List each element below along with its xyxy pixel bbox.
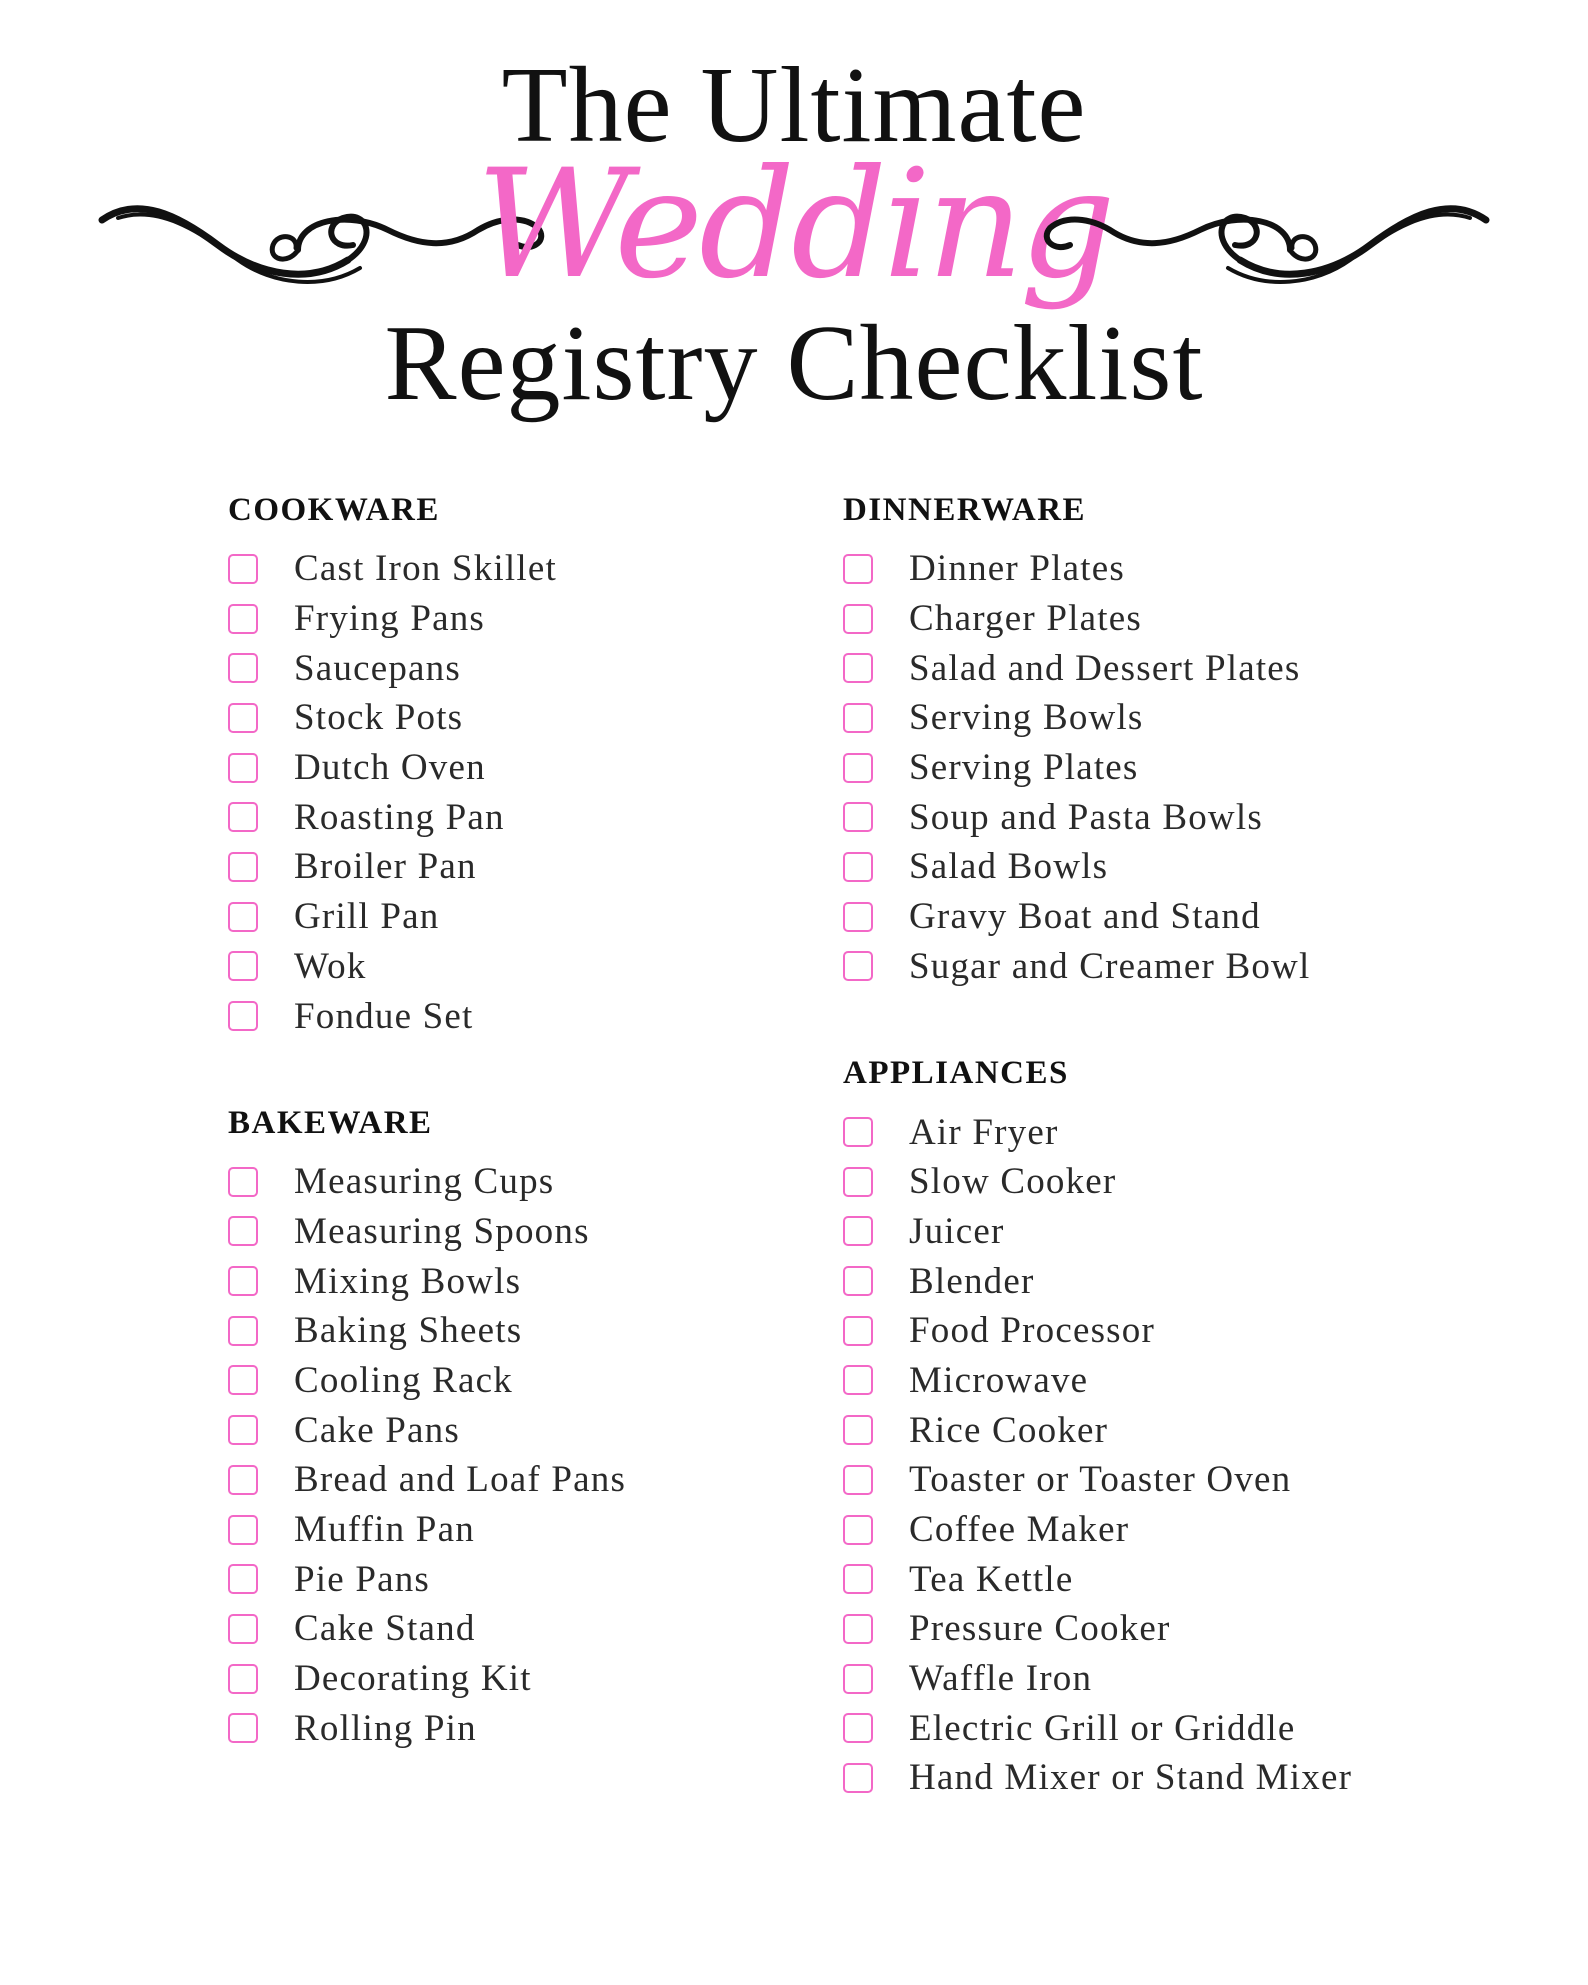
checklist-item[interactable] bbox=[843, 1505, 1403, 1555]
checkbox[interactable] bbox=[843, 1117, 873, 1147]
checkbox[interactable] bbox=[843, 703, 873, 733]
checklist-item[interactable] bbox=[843, 1157, 1403, 1207]
checkbox[interactable] bbox=[228, 554, 258, 584]
item-label: Blender bbox=[909, 1260, 1035, 1302]
checklist-item[interactable] bbox=[843, 842, 1403, 892]
checklist-item[interactable] bbox=[228, 1554, 788, 1604]
checklist-item[interactable] bbox=[843, 1703, 1403, 1753]
checkbox[interactable] bbox=[228, 852, 258, 882]
checklist-item[interactable] bbox=[228, 594, 788, 644]
checkbox[interactable] bbox=[228, 802, 258, 832]
item-label: Roasting Pan bbox=[294, 796, 505, 838]
item-label: Broiler Pan bbox=[294, 846, 477, 888]
item-label: Wok bbox=[294, 945, 367, 987]
checklist-item[interactable] bbox=[843, 1753, 1403, 1803]
right-column bbox=[843, 490, 1403, 1865]
item-label: Microwave bbox=[909, 1359, 1089, 1401]
item-label: Gravy Boat and Stand bbox=[909, 896, 1261, 938]
flourish-ornament-right bbox=[1040, 190, 1490, 300]
checkbox[interactable] bbox=[228, 1564, 258, 1594]
checkbox[interactable] bbox=[843, 1763, 873, 1793]
checkbox[interactable] bbox=[843, 1614, 873, 1644]
checkbox[interactable] bbox=[228, 1664, 258, 1694]
item-label: Frying Pans bbox=[294, 598, 486, 640]
item-label: Stock Pots bbox=[294, 697, 464, 739]
checkbox[interactable] bbox=[228, 753, 258, 783]
checklist-item[interactable] bbox=[843, 942, 1403, 992]
section-cookware bbox=[228, 490, 788, 1041]
checkbox[interactable] bbox=[228, 1167, 258, 1197]
item-label: Measuring Spoons bbox=[294, 1210, 590, 1252]
checkbox[interactable] bbox=[228, 703, 258, 733]
checklist-item[interactable] bbox=[228, 1256, 788, 1306]
checklist-item[interactable] bbox=[843, 1256, 1403, 1306]
item-label: Juicer bbox=[909, 1210, 1005, 1252]
section-title-cookware: COOKWARE bbox=[228, 492, 440, 528]
checkbox[interactable] bbox=[843, 753, 873, 783]
item-label: Fondue Set bbox=[294, 995, 474, 1037]
title-script-wedding: Wedding bbox=[476, 138, 1112, 312]
checklist-item[interactable] bbox=[843, 1356, 1403, 1406]
title-line-the-ultimate: The Ultimate bbox=[501, 46, 1087, 165]
checkbox[interactable] bbox=[228, 951, 258, 981]
item-label: Hand Mixer or Stand Mixer bbox=[909, 1757, 1353, 1799]
checklist-item[interactable] bbox=[228, 1306, 788, 1356]
item-label: Decorating Kit bbox=[294, 1658, 532, 1700]
item-label: Bread and Loaf Pans bbox=[294, 1459, 627, 1501]
checkbox[interactable] bbox=[843, 852, 873, 882]
checkbox[interactable] bbox=[228, 1614, 258, 1644]
item-label: Measuring Cups bbox=[294, 1161, 555, 1203]
item-label: Cooling Rack bbox=[294, 1359, 513, 1401]
checkbox[interactable] bbox=[228, 1216, 258, 1246]
section-title-appliances: APPLIANCES bbox=[843, 1055, 1069, 1092]
checkbox[interactable] bbox=[228, 1365, 258, 1395]
item-label: Saucepans bbox=[294, 647, 461, 689]
section-appliances bbox=[843, 1053, 1403, 1803]
checkbox[interactable] bbox=[228, 604, 258, 634]
checklist-item[interactable] bbox=[843, 1306, 1403, 1356]
checklist-item[interactable] bbox=[228, 1455, 788, 1505]
checklist-item[interactable] bbox=[228, 842, 788, 892]
item-label: Grill Pan bbox=[294, 896, 440, 938]
section-title-bakeware: BAKEWARE bbox=[228, 1104, 433, 1141]
checklist-item[interactable] bbox=[228, 1157, 788, 1207]
checkbox[interactable] bbox=[228, 653, 258, 683]
checklist-item[interactable] bbox=[228, 693, 788, 743]
item-label: Cake Stand bbox=[294, 1608, 476, 1650]
item-label: Charger Plates bbox=[909, 598, 1142, 640]
checklist-item[interactable] bbox=[843, 1554, 1403, 1604]
checklist-item[interactable] bbox=[843, 643, 1403, 693]
checklist-item[interactable] bbox=[228, 1604, 788, 1654]
checkbox[interactable] bbox=[843, 1316, 873, 1346]
checkbox[interactable] bbox=[228, 1266, 258, 1296]
checklist-item[interactable] bbox=[228, 1654, 788, 1704]
item-label: Tea Kettle bbox=[909, 1558, 1074, 1600]
item-label: Toaster or Toaster Oven bbox=[909, 1459, 1292, 1501]
item-label: Dinner Plates bbox=[909, 548, 1125, 590]
checklist-item[interactable] bbox=[843, 1107, 1403, 1157]
checklist-item[interactable] bbox=[843, 1604, 1403, 1654]
checklist-item[interactable] bbox=[228, 792, 788, 842]
checkbox[interactable] bbox=[843, 1365, 873, 1395]
checklist-item[interactable] bbox=[843, 792, 1403, 842]
checkbox[interactable] bbox=[843, 1415, 873, 1445]
checkbox[interactable] bbox=[843, 1266, 873, 1296]
item-label: Baking Sheets bbox=[294, 1310, 523, 1352]
checklist-item[interactable] bbox=[228, 1207, 788, 1257]
section-dinnerware bbox=[843, 490, 1403, 991]
item-label: Dutch Oven bbox=[294, 747, 486, 789]
checkbox[interactable] bbox=[843, 1465, 873, 1495]
left-column bbox=[228, 490, 788, 1815]
title-line-registry-checklist: Registry Checklist bbox=[384, 304, 1204, 423]
checklist-item[interactable] bbox=[843, 743, 1403, 793]
item-label: Salad Bowls bbox=[909, 846, 1109, 888]
checkbox[interactable] bbox=[843, 951, 873, 981]
item-label: Slow Cooker bbox=[909, 1161, 1117, 1203]
checkbox[interactable] bbox=[843, 1167, 873, 1197]
item-label: Food Processor bbox=[909, 1310, 1155, 1352]
section-title-dinnerware: DINNERWARE bbox=[843, 492, 1087, 528]
checkbox[interactable] bbox=[228, 1515, 258, 1545]
checklist-item[interactable] bbox=[228, 1405, 788, 1455]
checkbox[interactable] bbox=[843, 1664, 873, 1694]
item-label: Pie Pans bbox=[294, 1558, 431, 1600]
item-label: Pressure Cooker bbox=[909, 1608, 1171, 1650]
item-label: Soup and Pasta Bowls bbox=[909, 796, 1263, 838]
item-label: Air Fryer bbox=[909, 1111, 1059, 1153]
checkbox[interactable] bbox=[843, 604, 873, 634]
checklist-item[interactable] bbox=[228, 1356, 788, 1406]
checklist-item[interactable] bbox=[843, 1455, 1403, 1505]
item-label: Muffin Pan bbox=[294, 1509, 475, 1551]
checkbox[interactable] bbox=[843, 1713, 873, 1743]
checkbox[interactable] bbox=[843, 802, 873, 832]
checklist-item[interactable] bbox=[843, 1405, 1403, 1455]
checklist-item[interactable] bbox=[228, 1703, 788, 1753]
checkbox[interactable] bbox=[843, 1216, 873, 1246]
checklist-item[interactable] bbox=[843, 1654, 1403, 1704]
item-label: Cast Iron Skillet bbox=[294, 548, 557, 590]
item-label: Coffee Maker bbox=[909, 1509, 1130, 1551]
section-bakeware bbox=[228, 1103, 788, 1753]
checkbox[interactable] bbox=[843, 1515, 873, 1545]
checklist-item[interactable] bbox=[843, 892, 1403, 942]
checkbox[interactable] bbox=[843, 902, 873, 932]
checkbox[interactable] bbox=[843, 1564, 873, 1594]
checkbox[interactable] bbox=[228, 1713, 258, 1743]
checklist-item[interactable] bbox=[843, 1207, 1403, 1257]
checklist-item[interactable] bbox=[228, 544, 788, 594]
checklist-item[interactable] bbox=[843, 544, 1403, 594]
checkbox[interactable] bbox=[228, 1415, 258, 1445]
checkbox[interactable] bbox=[843, 554, 873, 584]
checkbox[interactable] bbox=[228, 902, 258, 932]
item-label: Serving Bowls bbox=[909, 697, 1144, 739]
item-label: Rolling Pin bbox=[294, 1707, 477, 1749]
item-label: Mixing Bowls bbox=[294, 1260, 522, 1302]
checklist-item[interactable] bbox=[228, 743, 788, 793]
item-label: Waffle Iron bbox=[909, 1658, 1093, 1700]
checklist-item[interactable] bbox=[228, 892, 788, 942]
checklist-item[interactable] bbox=[843, 594, 1403, 644]
checkbox[interactable] bbox=[228, 1316, 258, 1346]
checkbox[interactable] bbox=[228, 1001, 258, 1031]
checkbox[interactable] bbox=[843, 653, 873, 683]
checklist-item[interactable] bbox=[228, 991, 788, 1041]
item-label: Sugar and Creamer Bowl bbox=[909, 945, 1311, 987]
item-label: Salad and Dessert Plates bbox=[909, 647, 1301, 689]
checklist-item[interactable] bbox=[228, 643, 788, 693]
checklist-item[interactable] bbox=[228, 942, 788, 992]
checklist-item[interactable] bbox=[228, 1505, 788, 1555]
checklist-item[interactable] bbox=[843, 693, 1403, 743]
item-label: Rice Cooker bbox=[909, 1409, 1109, 1451]
item-label: Serving Plates bbox=[909, 747, 1139, 789]
item-label: Electric Grill or Griddle bbox=[909, 1707, 1296, 1749]
item-label: Cake Pans bbox=[294, 1409, 460, 1451]
checkbox[interactable] bbox=[228, 1465, 258, 1495]
